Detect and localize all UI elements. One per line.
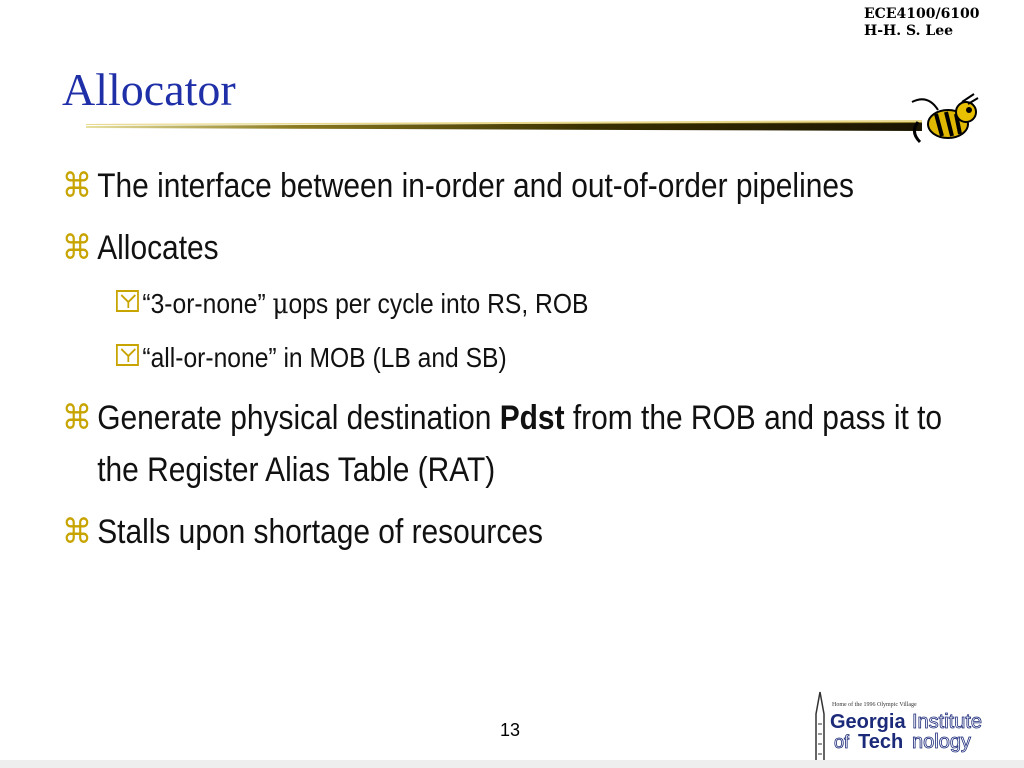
bullet-text: The interface between in-order and out-of-order pipelines [97, 167, 854, 205]
bullet-text: Allocates [97, 229, 219, 267]
svg-text:Home of the 1996 Olympic Villa: Home of the 1996 Olympic Village [832, 702, 917, 708]
slide-title: Allocator [62, 64, 236, 115]
svg-text:Georgia: Georgia [830, 711, 906, 733]
list-item [62, 392, 951, 496]
bullet-list [62, 160, 962, 568]
list-item [62, 506, 951, 558]
course-code: ECE4100/6100 [864, 6, 980, 22]
checkbox-bullet-icon [116, 290, 139, 312]
mu-symbol: μ [272, 287, 289, 320]
page-number: 13 [500, 720, 521, 740]
sub-bullet-text: “all-or-none” in MOB (LB and SB) [142, 342, 507, 373]
svg-text:Institute: Institute [912, 711, 983, 733]
course-author: H-H. S. Lee [864, 23, 954, 39]
bullet-text [97, 392, 951, 496]
list-item [62, 222, 951, 274]
sub-list-item [116, 338, 908, 378]
command-key-bullet-icon: ⌘ [62, 512, 92, 552]
bullet-text: Stalls upon shortage of resources [97, 513, 543, 551]
title-underline [86, 120, 922, 134]
svg-text:Tech: Tech [858, 731, 904, 753]
svg-text:nology: nology [912, 731, 971, 753]
yellow-jacket-mascot-icon [908, 92, 980, 148]
command-key-bullet-icon: ⌘ [62, 166, 92, 206]
sub-bullet-text [142, 284, 908, 324]
bullet-text-part: from the ROB and pass it to the Register Alias Table (RAT) [97, 399, 943, 489]
course-header [864, 6, 980, 40]
sub-bullet-text-part: “3-or-none” [142, 288, 273, 319]
command-key-bullet-icon: ⌘ [62, 398, 92, 438]
list-item [62, 160, 951, 212]
command-key-bullet-icon: ⌘ [62, 228, 92, 268]
checkbox-bullet-icon [116, 344, 139, 366]
svg-text:of: of [834, 732, 850, 752]
pdst-term: Pdst [499, 399, 565, 437]
footer-bar [0, 760, 1024, 768]
bullet-text-part: Generate physical destination [97, 399, 500, 437]
sub-bullet-text-part: ops per cycle into RS, ROB [288, 288, 589, 319]
georgia-tech-logo [806, 684, 1022, 764]
sub-list-item [116, 284, 908, 324]
